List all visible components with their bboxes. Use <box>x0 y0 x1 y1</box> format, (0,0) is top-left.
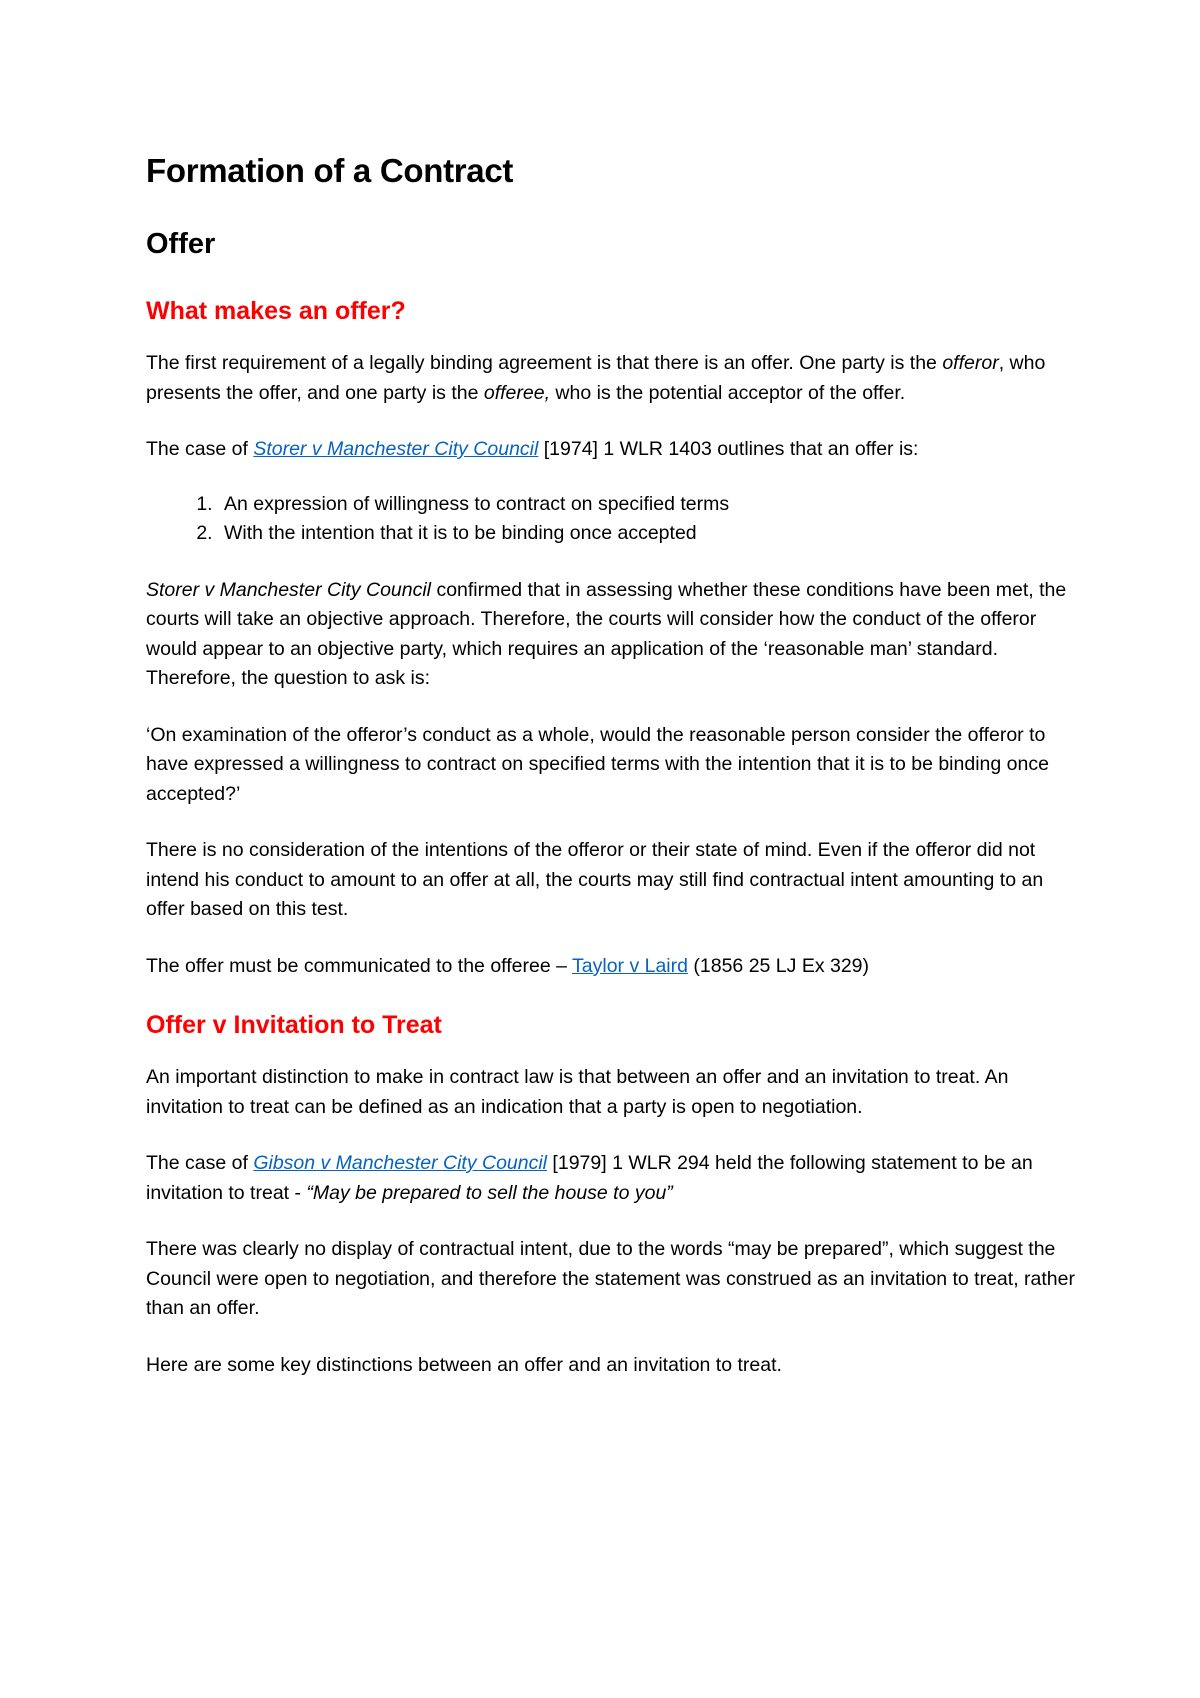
paragraph-gibson-case: The case of Gibson v Manchester City Council [1979] 1 WLR 294 held the following statement to be an invitation to treat - “May be prepared to sell the house to you” <box>146 1152 1033 1204</box>
document-title: Formation of a Contract <box>146 152 514 189</box>
subheading-offer-v-invitation: Offer v Invitation to Treat <box>146 1011 442 1039</box>
paragraph-question: ‘On examination of the offeror’s conduct as a whole, would the reasonable person consider the offeror to have expressed a willingness to contract on specified terms with the intention that it is to be binding once accepted?’ <box>146 723 1049 805</box>
offer-requirements-list <box>146 490 1076 549</box>
list-item: 2. With the intention that it is to be binding once accepted <box>218 519 1076 549</box>
link-gibson-v-manchester[interactable]: Gibson v Manchester City Council <box>253 1152 548 1174</box>
paragraph-offeror-offeree: The first requirement of a legally binding agreement is that there is an offer. One party is the offeror, who presents the offer, and one party is the offeree, who is the potential acceptor of the offer. <box>146 352 1046 404</box>
paragraph-distinction: An important distinction to make in contract law is that between an offer and an invitation to treat. An invitation to treat can be defined as an indication that a party is open to negotiation. <box>146 1066 1009 1118</box>
subheading-what-makes-an-offer: What makes an offer? <box>146 297 406 325</box>
paragraph-storer-case: The case of Storer v Manchester City Council [1974] 1 WLR 1403 outlines that an offer is: <box>146 438 919 460</box>
paragraph-key-distinctions: Here are some key distinctions between an offer and an invitation to treat. <box>146 1353 782 1376</box>
term-offeror: offeror <box>942 352 999 374</box>
paragraph-no-contractual-intent: There was clearly no display of contractual intent, due to the words “may be prepared”, which suggest the Council were open to negotiation, and therefore the statement was construed as an invitation to treat, rather than an offer. <box>146 1238 1075 1319</box>
paragraph-objective-approach: Storer v Manchester City Council confirmed that in assessing whether these conditions have been met, the courts will take an objective approach. Therefore, the courts will consider how the conduct of the offeror would appear to an objective party, which requires an application of the ‘reasonable man’ standard. Therefore, the question to ask is: <box>146 578 1067 689</box>
list-item: 1. An expression of willingness to contract on specified terms <box>218 490 1076 520</box>
link-storer-v-manchester[interactable]: Storer v Manchester City Council <box>253 438 539 460</box>
case-name-storer: Storer v Manchester City Council <box>146 578 432 601</box>
paragraph-communication: The offer must be communicated to the offeree – Taylor v Laird (1856 25 LJ Ex 329) <box>146 954 870 977</box>
document-page <box>146 150 1076 1407</box>
section-heading-offer: Offer <box>146 228 216 260</box>
quote-may-be-prepared: “May be prepared to sell the house to you” <box>306 1181 673 1204</box>
paragraph-state-of-mind: There is no consideration of the intentions of the offeror or their state of mind. Even if the offeror did not intend his conduct to amount to an offer at all, the courts may still find contractual intent amounting to an offer based on this test. <box>146 839 1044 920</box>
term-offeree: offeree, <box>483 381 551 404</box>
link-taylor-v-laird[interactable]: Taylor v Laird <box>572 954 688 977</box>
